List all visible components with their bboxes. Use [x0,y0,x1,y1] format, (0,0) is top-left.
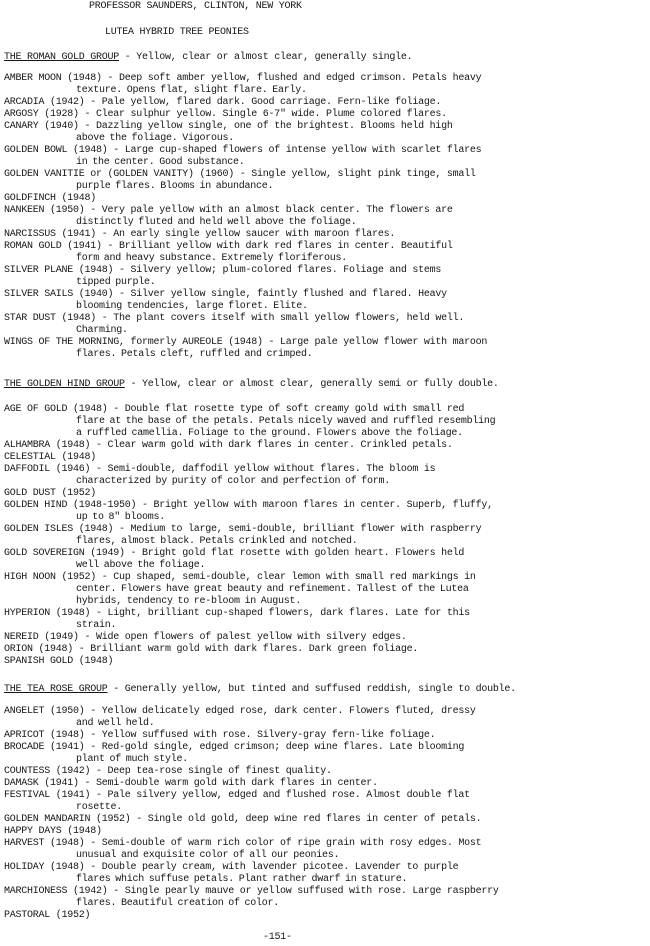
peony-entry [4,337,646,361]
peony-entry [4,73,646,97]
peony-entry [4,265,646,289]
peony-entry [4,440,646,452]
peony-entry [4,500,646,524]
entry-text: GOLD SOVEREIGN (1949) - Bright gold flat rosette with golden heart. Flowers held [4,548,465,559]
entry-text: NANKEEN (1950) - Very pale yellow with an almost black center. The flowers are [4,205,453,216]
entry-text: ORION (1948) - Brilliant warm gold with dark flares. Dark green foliage. [4,644,419,655]
peony-entry [4,169,646,193]
peony-entry [4,404,646,440]
entry-text: HIGH NOON (1952) - Cup shaped, semi-double, clear lemon with small red markings in [4,572,476,583]
entry-continuation: rosette. [76,802,123,813]
peony-entry [4,742,646,766]
peony-entry [4,548,646,572]
section-title: THE ROMAN GOLD GROUP [4,52,120,63]
peony-entry [4,572,646,608]
entry-continuation: in the center. Good substance. [76,157,245,168]
header-line-1: PROFESSOR SAUNDERS, CLINTON, NEW YORK [89,1,302,12]
peony-entry [4,790,646,814]
peony-entry [4,838,646,862]
entry-text: FESTIVAL (1941) - Pale silvery yellow, edged and flushed rose. Almost double flat [4,790,470,801]
entry-continuation: center. Flowers have great beauty and refinement. Tallest of the Lutea [76,584,469,595]
peony-entry [4,656,646,668]
entry-text: HARVEST (1948) - Semi-double of warm rich color of ripe grain with rosy edges. Most [4,838,482,849]
peony-entry [4,488,646,500]
peony-entry [4,193,646,205]
peony-entry [4,205,646,229]
entry-text: SILVER SAILS (1940) - Silver yellow single, faintly flushed and flared. Heavy [4,289,447,300]
entry-continuation: well above the foliage. [76,560,206,571]
entry-text: GOLD DUST (1952) [4,488,97,499]
peony-entry [4,121,646,145]
entry-text: SILVER PLANE (1948) - Silvery yellow; plum-colored flares. Foliage and stems [4,265,442,276]
section-heading-tea-rose [4,684,516,696]
entry-text: WINGS OF THE MORNING, formerly AUREOLE (1948) - Large pale yellow flower with maroon [4,337,488,348]
entry-continuation: hybrids, tendency to re-bloom in August. [76,596,302,607]
entry-text: GOLDFINCH (1948) [4,193,97,204]
peony-entry [4,886,646,910]
entry-text: HAPPY DAYS (1948) [4,826,102,837]
entry-text: NARCISSUS (1941) - An early single yellow saucer with maroon flares. [4,229,396,240]
peony-entry [4,524,646,548]
entry-text: GOLDEN ISLES (1948) - Medium to large, semi-double, brilliant flower with raspberry [4,524,482,535]
peony-entry [4,644,646,656]
entry-list-roman-gold [4,73,646,361]
entry-continuation: characterized by purity of color and perfection of form. [76,476,391,487]
entry-continuation: tipped purple. [76,277,156,288]
peony-entry [4,632,646,644]
entry-text: AMBER MOON (1948) - Deep soft amber yellow, flushed and edged crimson. Petals heavy [4,73,482,84]
entry-text: ROMAN GOLD (1941) - Brilliant yellow with dark red flares in center. Beautiful [4,241,453,252]
entry-text: CELESTIAL (1948) [4,452,97,463]
entry-continuation: flares, almost black. Petals crinkled and notched. [76,536,358,547]
entry-continuation: flare at the base of the petals. Petals nicely waved and ruffled resembling [76,416,496,427]
section-title: THE TEA ROSE GROUP [4,684,108,695]
entry-continuation: plant of much style. [76,754,189,765]
entry-text: BROCADE (1941) - Red-gold single, edged crimson; deep wine flares. Late blooming [4,742,465,753]
entry-text: GOLDEN BOWL (1948) - Large cup-shaped flowers of intense yellow with scarlet flares [4,145,482,156]
entry-text: HYPERION (1948) - Light, brilliant cup-shaped flowers, dark flares. Late for this [4,608,470,619]
entry-text: GOLDEN HIND (1948-1950) - Bright yellow with maroon flares in center. Superb, fluffy, [4,500,493,511]
section-title: THE GOLDEN HIND GROUP [4,379,125,390]
peony-entry [4,608,646,632]
entry-continuation: unusual and exquisite color of all our peonies. [76,850,340,861]
entry-continuation: purple flares. Blooms in abundance. [76,181,274,192]
peony-entry [4,730,646,742]
entry-text: ARGOSY (1928) - Clear sulphur yellow. Single 6-7" wide. Plume colored flares. [4,109,447,120]
entry-text: MARCHIONESS (1942) - Single pearly mauve or yellow suffused with rose. Large raspberry [4,886,499,897]
entry-continuation: Charming. [76,325,128,336]
entry-continuation: flares. Petals cleft, ruffled and crimped. [76,349,313,360]
entry-continuation: distinctly fluted and held well above the foliage. [76,217,357,228]
peony-entry [4,289,646,313]
entry-text: SPANISH GOLD (1948) [4,656,114,667]
peony-entry [4,706,646,730]
entry-text: DAFFODIL (1946) - Semi-double, daffodil yellow without flares. The bloom is [4,464,436,475]
peony-entry [4,814,646,826]
entry-text: STAR DUST (1948) - The plant covers itself with small yellow flowers, held well. [4,313,465,324]
entry-text: HOLIDAY (1948) - Double pearly cream, with lavender picotee. Lavender to purple [4,862,459,873]
peony-entry [4,452,646,464]
peony-entry [4,229,646,241]
entry-text: ALHAMBRA (1948) - Clear warm gold with dark flares in center. Crinkled petals. [4,440,453,451]
entry-text: DAMASK (1941) - Semi-double warm gold with dark flares in center. [4,778,378,789]
entry-list-tea-rose [4,706,646,922]
entry-continuation: blooming tendencies, large floret. Elite. [76,301,308,312]
entry-continuation: texture. Opens flat, slight flare. Early. [76,85,307,96]
entry-list-golden-hind [4,404,646,668]
peony-entry [4,766,646,778]
entry-continuation: strain. [76,620,117,631]
peony-entry [4,97,646,109]
entry-text: CANARY (1940) - Dazzling yellow single, one of the brightest. Blooms held high [4,121,453,132]
peony-entry [4,145,646,169]
header-title: LUTEA HYBRID TREE PEONIES [105,27,249,38]
entry-text: AGE OF GOLD (1948) - Double flat rosette type of soft creamy gold with small red [4,404,465,415]
entry-text: GOLDEN VANITIE or (GOLDEN VANITY) (1960) - Single yellow, slight pink tinge, small [4,169,476,180]
entry-continuation: above the foliage. Vigorous. [76,133,235,144]
peony-entry [4,910,646,922]
page-number: -151- [263,932,292,943]
entry-text: PASTORAL (1952) [4,910,91,921]
entry-continuation: up to 8" blooms. [76,512,166,523]
entry-text: ANGELET (1950) - Yellow delicately edged rose, dark center. Flowers fluted, dressy [4,706,476,717]
section-heading-roman-gold [4,52,412,64]
section-heading-golden-hind [4,379,499,391]
peony-entry [4,826,646,838]
section-description: - Yellow, clear or almost clear, generally single. [119,52,413,63]
section-description: - Yellow, clear or almost clear, generally semi or fully double. [124,379,499,390]
peony-entry [4,109,646,121]
entry-continuation: flares. Beautiful creation of color. [76,898,280,909]
peony-entry [4,862,646,886]
peony-entry [4,313,646,337]
entry-continuation: flares which suffuse petals. Plant rather dwarf in stature. [76,874,408,885]
entry-text: ARCADIA (1942) - Pale yellow, flared dark. Good carriage. Fern-like foliage. [4,97,442,108]
entry-continuation: form and heavy substance. Extremely floriferous. [76,253,348,264]
entry-text: NEREID (1949) - Wide open flowers of palest yellow with silvery edges. [4,632,407,643]
peony-entry [4,778,646,790]
entry-text: COUNTESS (1942) - Deep tea-rose single of finest quality. [4,766,332,777]
entry-text: GOLDEN MANDARIN (1952) - Single old gold, deep wine red flares in center of petals. [4,814,482,825]
section-description: - Generally yellow, but tinted and suffused reddish, single to double. [107,684,516,695]
entry-continuation: and well held. [76,718,155,729]
peony-entry [4,464,646,488]
entry-text: APRICOT (1948) - Yellow suffused with rose. Silvery-gray fern-like foliage. [4,730,436,741]
peony-entry [4,241,646,265]
entry-continuation: a ruffled camellia. Foliage to the ground. Flowers above the foliage. [76,428,463,439]
